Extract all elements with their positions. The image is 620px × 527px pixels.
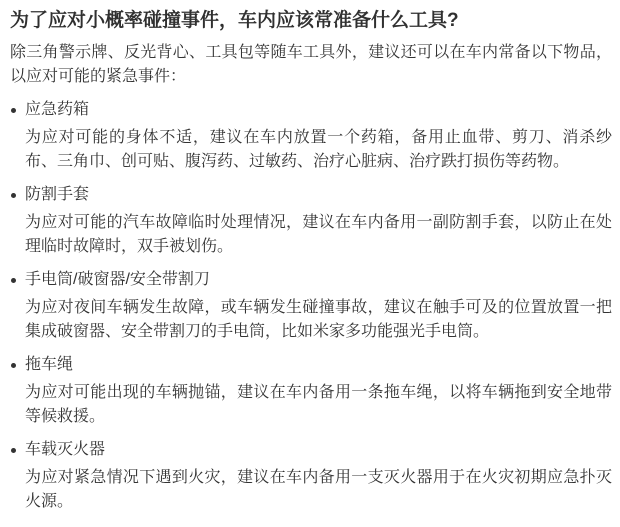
list-item bbox=[25, 353, 612, 429]
item-description: 为应对夜间车辆发生故障，或车辆发生碰撞事故，建议在触手可及的位置放置一把集成破窗器、安全带割刀的手电筒，比如米家多功能强光手电筒。 bbox=[25, 299, 612, 340]
list-item bbox=[25, 98, 612, 174]
item-title: 防割手套 bbox=[25, 186, 90, 203]
item-description: 为应对紧急情况下遇到火灾，建议在车内备用一支灭火器用于在火灾初期应急扑灭火源。 bbox=[25, 469, 612, 510]
bullet-icon bbox=[11, 363, 16, 368]
item-title: 拖车绳 bbox=[25, 356, 74, 373]
list-item bbox=[25, 183, 612, 259]
bullet-icon bbox=[11, 108, 16, 113]
bullet-icon bbox=[11, 278, 16, 283]
list-item bbox=[25, 438, 612, 514]
item-title: 车载灭火器 bbox=[25, 441, 106, 458]
intro-paragraph: 除三角警示牌、反光背心、工具包等随车工具外，建议还可以在车内常备以下物品，以应对可能的紧急事件： bbox=[10, 44, 612, 85]
item-description: 为应对可能出现的车辆抛锚，建议在车内备用一条拖车绳，以将车辆拖到安全地带等候救援。 bbox=[25, 384, 612, 425]
item-title: 手电筒/破窗器/安全带割刀 bbox=[25, 271, 210, 288]
item-title: 应急药箱 bbox=[25, 101, 90, 118]
item-description: 为应对可能的身体不适，建议在车内放置一个药箱，备用止血带、剪刀、消杀纱布、三角巾、创可贴、腹泻药、过敏药、治疗心脏病、治疗跌打损伤等药物。 bbox=[25, 129, 612, 170]
list-item bbox=[25, 268, 612, 344]
tool-list bbox=[10, 98, 612, 514]
bullet-icon bbox=[11, 193, 16, 198]
bullet-icon bbox=[11, 448, 16, 453]
item-description: 为应对可能的汽车故障临时处理情况，建议在车内备用一副防割手套，以防止在处理临时故障时，双手被划伤。 bbox=[25, 214, 612, 255]
page-title: 为了应对小概率碰撞事件，车内应该常准备什么工具? bbox=[10, 10, 459, 31]
